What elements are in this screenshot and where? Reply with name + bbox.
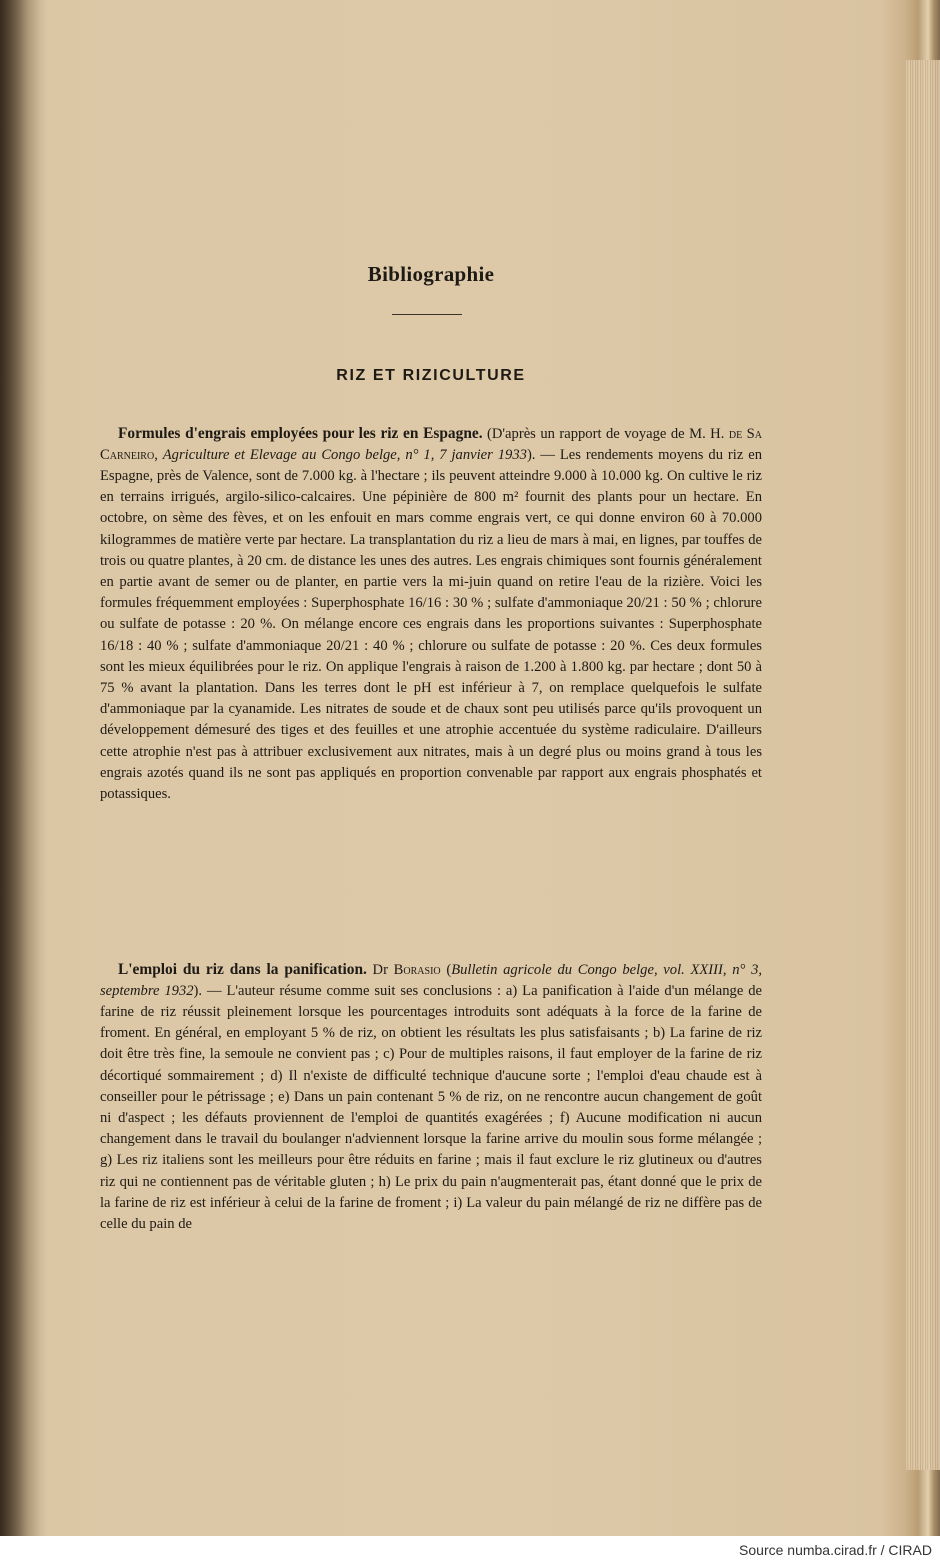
article-engrais-espagne xyxy=(100,423,762,806)
article-body: ). — Les rendements moyens du riz en Espagne, près de Valence, sont de 7.000 kg. à l'hectare ; ils peuvent atteindre 9.000 à 10.000 kg. On cultive le riz en terrains irrigués, argilo-silico-calcaires. Une pépinière de 800 m² fournit des plants pour un hectare. En octobre, on sème des fèves, et on les enfouit en mars comme engrais vert, ce qui donne environ 60 à 70.000 kilogrammes de matière verte par hectare. La transplantation du riz a lieu de mars à mai, en lignes, par touffes de trois ou quatre plantes, à 20 cm. de distance les unes des autres. Les engrais chimiques sont fournis généralement en partie avant de semer ou de planter, en partie vers la mi-juin quand on retire l'eau de la rizière. Voici les formules fréquemment employées : Superphosphate 16/16 : 30 % ; sulfate d'ammoniaque 20/21 : 50 % ; chlorure ou sulfate de potasse : 20 %. On mélange encore ces engrais dans les proportions suivantes : Superphosphate 16/18 : 40 % ; sulfate d'ammoniaque 20/21 : 40 % ; chlorure ou sulfate de potasse : 20 %. Ces deux formules sont les mieux équilibrées pour le riz. On applique l'engrais à raison de 1.200 à 1.800 kg. par hectare ; dont 50 à 75 % avant la plantation. Dans les terres dont le pH est inférieur à 7, on remplace quelquefois le sulfate d'ammoniaque par la cyanamide. Les nitrates de soude et de chaux sont peu utilisés parce qu'ils provoquent un développement démesuré des tiges et des feuilles et une atrophie accentuée du système radiculaire. D'ailleurs cette atrophie n'est pas à attribuer exclusivement aux nitrates, mais à un degré plus ou moins grand à tous les engrais azotés quand ils ne sont pas appliqués en proportion convenable par rapport aux engrais phosphatés et potassiques. xyxy=(100,446,763,803)
page-content xyxy=(100,0,762,1536)
page-heading: Bibliographie xyxy=(367,262,495,286)
article-journal: Agriculture et Elevage au Congo belge, n° 1, 7 janvier 1933 xyxy=(162,446,527,463)
article-title: L'emploi du riz dans la panification. xyxy=(118,960,367,978)
article-body: ). — L'auteur résume comme suit ses conclusions : a) La panification à l'aide d'un mélange de farine de riz réussit pleinement lorsque les pourcentages introduits sont adéquats à la force de la farine de froment. En général, en employant 5 % de riz, on obtient les résultats les plus satisfaisants ; b) La farine de riz doit être très fine, la semoule ne convient pas ; c) Pour de multiples raisons, il faut employer de la farine de riz décortiqué sommairement ; d) Il n'existe de difficulté technique d'aucune sorte ; l'emploi d'eau chaude est à conseiller pour le pétrissage ; e) Dans un pain contenant 5 % de riz, on ne rencontre aucun changement de goût ni d'aspect ; les défauts proviennent de l'emploi de quantités exagérées ; f) Aucune modification ni aucun changement dans le travail du boulanger n'adviennent lorsque la farine arrive du moulin sous forme mélangée ; g) Les riz italiens sont les meilleurs pour être réduits en farine ; mais il faut exclure le riz glutineux ou d'autres riz qui ne contiennent pas de véritable gluten ; h) Le prix du pain n'augmenterait pas, étant donné que le prix de la farine de riz est inférieur à celui de la farine de froment ; i) La valeur du pain mélangé de riz ne diffère pas de celle du pain de xyxy=(100,982,762,1233)
binding-shadow xyxy=(0,0,48,1536)
article-riz-panification xyxy=(100,959,762,1236)
page-edges xyxy=(906,60,940,1470)
article-author-prefix: Dr xyxy=(366,961,394,978)
article-author: Borasio xyxy=(393,961,441,978)
section-title: RIZ ET RIZICULTURE xyxy=(336,367,526,384)
article-open: ( xyxy=(440,961,452,978)
article-author: de Sa Carneiro xyxy=(100,425,762,463)
heading-rule xyxy=(392,314,462,315)
article-title: Formules d'engrais employées pour les riz en Espagne. xyxy=(118,424,483,442)
article-intro: (D'après un rapport de voyage de M. H. xyxy=(482,425,729,442)
source-credit: Source numba.cirad.fr / CIRAD xyxy=(739,1542,932,1558)
article-journal: Bulletin agricole du Congo belge, vol. XXIII, n° 3, septembre 1932 xyxy=(100,961,763,999)
article-sep: , xyxy=(154,446,163,463)
